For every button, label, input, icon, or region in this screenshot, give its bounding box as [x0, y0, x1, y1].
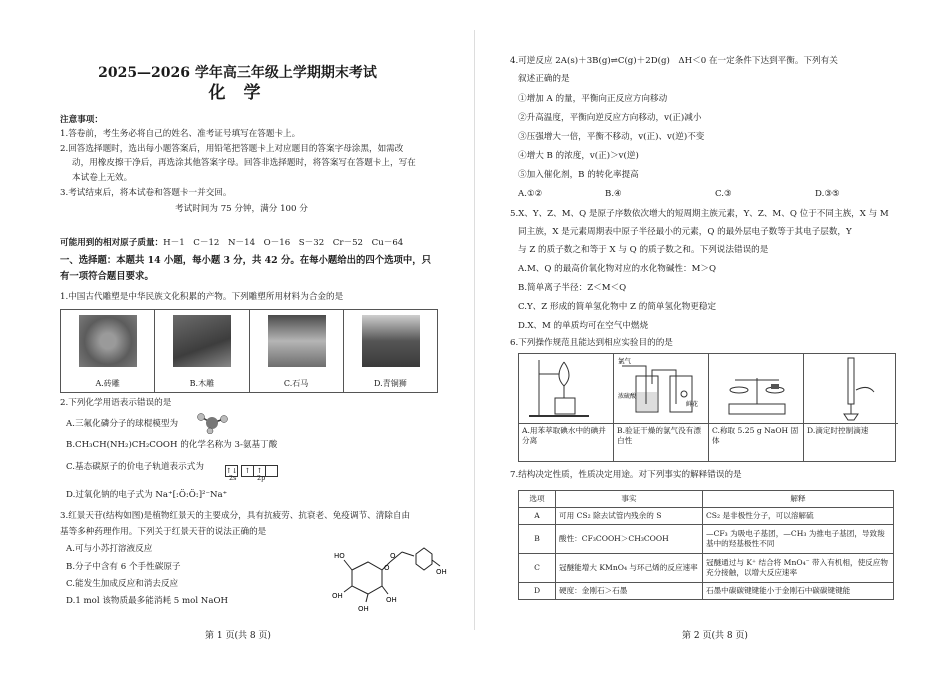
balance-icon: [709, 354, 803, 422]
divider: [614, 423, 708, 424]
struct-label: OH: [436, 568, 447, 576]
q2-option-b: B.CH₃CH(NH₂)CH₂COOH 的化学名称为 3-氨基丁酸: [66, 440, 278, 450]
q1-option-b: [155, 310, 249, 392]
notes-heading: 注意事项：: [60, 115, 103, 125]
q1-option-c-label: C.石马: [283, 379, 309, 388]
q5-option-d: D.X、M 的单质均可在空气中燃烧: [518, 321, 649, 331]
q2-option-d: D.过氧化钠的电子式为 Na⁺[:Ö:Ö:]²⁻Na⁺: [66, 490, 228, 500]
q6-option-d: [804, 354, 898, 461]
q5-option-a: A.M、Q 的最高价氧化物对应的水化物碱性：M＞Q: [518, 264, 717, 274]
q1-option-b-label: B.木雕: [189, 379, 215, 388]
q7-stem: 7.结构决定性质，性质决定用途。对下列事实的解释错误的是: [510, 470, 742, 480]
q5-stem-cont: 同主族，X 是元素周期表中原子半径最小的元素，Q 的最外层电子数等于其电子层数，Y: [518, 227, 852, 237]
q6-option-a-label: A.用苯萃取碘水中的碘并分离: [522, 426, 606, 445]
table-cell: 冠醚能增大 KMnO₄ 与环己烯的反应速率: [556, 554, 703, 583]
note-line: 3.考试结束后，将本试卷和答题卡一并交回。: [60, 188, 232, 198]
note-line: 动，用橡皮擦干净后，再选涂其他答案字母。回答非选择题时，将答案写在答题卡上，写在: [72, 158, 416, 168]
q3-option-d: D.1 mol 该物质最多能消耗 5 mol NaOH: [66, 596, 228, 606]
q4-item: ④增大 B 的浓度，v(正)＞v(逆): [518, 151, 639, 161]
q1-image-table: [60, 309, 438, 393]
table-header: 选项: [519, 491, 556, 508]
q2-option-a: A.三氟化磷分子的球棍模型为: [66, 419, 179, 429]
q6-option-b: [614, 354, 709, 461]
q5-option-b: B.简单离子半径：Z＜M＜Q: [518, 283, 627, 293]
divider: [804, 423, 898, 424]
table-cell: 石墨中碳碳键键能小于金刚石中碳碳键键能: [703, 583, 894, 600]
note-line: 本试卷上无效。: [72, 173, 133, 183]
q3-option-c: C.能发生加成反应和消去反应: [66, 579, 179, 589]
divider: [709, 423, 803, 424]
q4-stem: 4.可逆反应 2A(s)＋3B(g)⇌C(g)＋2D(g) ΔH＜0 在一定条件下达到平衡。下列有关: [510, 56, 838, 66]
q3-stem-cont: 基等多种药理作用。下列关于红景天苷的说法正确的是: [60, 527, 267, 537]
atomic-masses-label: 可能用到的相对原子质量：: [60, 238, 164, 248]
q4-option-c: C.③: [715, 189, 732, 199]
apparatus-label: 鲜花: [686, 401, 699, 408]
q5-stem: 5.X、Y、Z、M、Q 是原子序数依次增大的短周期主族元素，Y、Z、M、Q 位于不同主族，X 与 M: [510, 209, 889, 219]
atomic-masses: [60, 238, 403, 249]
q1-option-d-label: D.青铜狮: [374, 379, 407, 388]
bronze-lion-image: [362, 315, 420, 367]
separatory-funnel-icon: [519, 354, 613, 422]
table-cell: CS₂ 是非极性分子，可以溶解硫: [703, 508, 894, 525]
q7-table: [518, 490, 894, 600]
wood-carving-image: [173, 315, 231, 367]
q1-option-a: [61, 310, 155, 392]
q6-stem: 6.下列操作规范且能达到相应实验目的的是: [510, 338, 673, 348]
table-cell: A: [519, 508, 556, 525]
orbital-box: ↑: [253, 465, 266, 477]
note-line: 1.答卷前，考生务必将自己的姓名、准考证号填写在答题卡上。: [60, 129, 301, 139]
q1-option-d: [344, 310, 437, 392]
q4-option-b: B.④: [605, 189, 622, 199]
q6-apparatus-table: [518, 353, 896, 462]
table-cell: 酸性：CF₃COOH＞CH₃COOH: [556, 525, 703, 554]
q3-option-b: B.分子中含有 6 个手性碳原子: [66, 562, 181, 572]
table-header: 解释: [703, 491, 894, 508]
struct-label: HO: [334, 552, 345, 560]
note-line: 2.回答选择题时，选出每小题答案后，用铅笔把答题卡上对应题目的答案字母涂黑，如需改: [60, 144, 404, 154]
atomic-masses-values: H－1 C－12 N－14 O－16 S－32 Cr－52 Cu－64: [163, 238, 404, 248]
q6-option-a: [519, 354, 614, 461]
ball-stick-model-icon: [196, 412, 232, 434]
stone-horse-image: [268, 315, 326, 367]
q5-option-c: C.Y、Z 形成的简单氢化物中 Z 的简单氢化物更稳定: [518, 302, 717, 312]
q4-stem-cont: 叙述正确的是: [518, 74, 570, 84]
salidroside-structure: [330, 540, 450, 615]
q6-option-c: [709, 354, 804, 461]
orbital-label-2p: 2p: [257, 474, 266, 482]
q4-item: ③压强增大一倍，平衡不移动，v(正)、v(逆)不变: [518, 132, 705, 142]
brick-carving-image: [79, 315, 137, 367]
q4-option-a: A.①②: [518, 189, 543, 199]
table-cell: D: [519, 583, 556, 600]
struct-label: OH: [332, 592, 343, 600]
q6-option-d-label: D.滴定时控制滴速: [807, 426, 869, 435]
q5-stem-cont: 与 Z 的质子数之和等于 X 与 Q 的质子数之和。下列说法错误的是: [518, 245, 769, 255]
exam-time: 考试时间为 75 分钟，满分 100 分: [175, 204, 308, 214]
struct-label: O: [390, 552, 396, 560]
burette-icon: [804, 354, 898, 422]
orbital-label-2s: 2s: [229, 474, 237, 482]
struct-label: OH: [386, 596, 397, 604]
page-number: 第 2 页(共 8 页): [682, 631, 748, 641]
table-row: [519, 525, 894, 554]
q1-option-a-label: A.砖雕: [95, 379, 120, 388]
struct-label: OH: [358, 605, 369, 613]
table-row: [519, 508, 894, 525]
orbital-box: [265, 465, 278, 477]
table-header-row: [519, 491, 894, 508]
table-cell: C: [519, 554, 556, 583]
q3-stem: 3.红景天苷(结构如图)是植物红景天的主要成分，具有抗疲劳、抗衰老、免疫调节、清除自由: [60, 511, 411, 521]
q4-option-d: D.③⑤: [815, 189, 840, 199]
table-row: [519, 583, 894, 600]
orbital-box: ↑: [241, 465, 254, 477]
section-heading-cont: 有一项符合题目要求。: [60, 271, 154, 282]
table-row: [519, 554, 894, 583]
q1-option-c: [250, 310, 344, 392]
q6-option-b-label: B.验证干燥的氯气没有漂白性: [617, 426, 701, 445]
page-number: 第 1 页(共 8 页): [205, 631, 271, 641]
table-cell: B: [519, 525, 556, 554]
q4-item: ②升高温度，平衡向逆反应方向移动，v(正)减小: [518, 113, 702, 123]
q6-option-c-label: C.称取 5.25 g NaOH 固体: [712, 426, 799, 445]
q3-option-a: A.可与小苏打溶液反应: [66, 544, 153, 554]
apparatus-label: 浓硫酸: [618, 393, 637, 400]
exam-subject: 化 学: [208, 83, 267, 103]
orbital-box: ↑↓: [226, 466, 238, 475]
q4-item: ⑤加入催化剂，B 的转化率提高: [518, 170, 639, 180]
gas-bottles-icon: [614, 354, 708, 422]
q2-option-c: C.基态碳原子的价电子轨道表示式为: [66, 462, 204, 472]
table-cell: 可用 CS₂ 除去试管内残余的 S: [556, 508, 703, 525]
q2-stem: 2.下列化学用语表示错误的是: [60, 398, 172, 408]
section-heading: 一、选择题：本题共 14 小题，每小题 3 分，共 42 分。在每小题给出的四个选项中，只: [60, 255, 431, 266]
divider: [519, 423, 613, 424]
apparatus-label: 氯气: [618, 357, 631, 365]
table-cell: —CF₃ 为吸电子基团，—CH₃ 为推电子基团，导致羧基中的羟基极性不同: [703, 525, 894, 554]
table-cell: 硬度：金刚石＞石墨: [556, 583, 703, 600]
q1-stem: 1.中国古代雕塑是中华民族文化积累的产物。下列雕塑所用材料为合金的是: [60, 292, 344, 302]
struct-label: O: [384, 564, 390, 572]
table-header: 事实: [556, 491, 703, 508]
exam-title: 2025—2026 学年高三年级上学期期末考试: [98, 65, 377, 81]
table-cell: 冠醚通过与 K⁺ 结合将 MnO₄⁻ 带入有机相，使反应物充分接触，以增大反应速率: [703, 554, 894, 583]
q4-item: ①增加 A 的量，平衡向正反应方向移动: [518, 94, 668, 104]
